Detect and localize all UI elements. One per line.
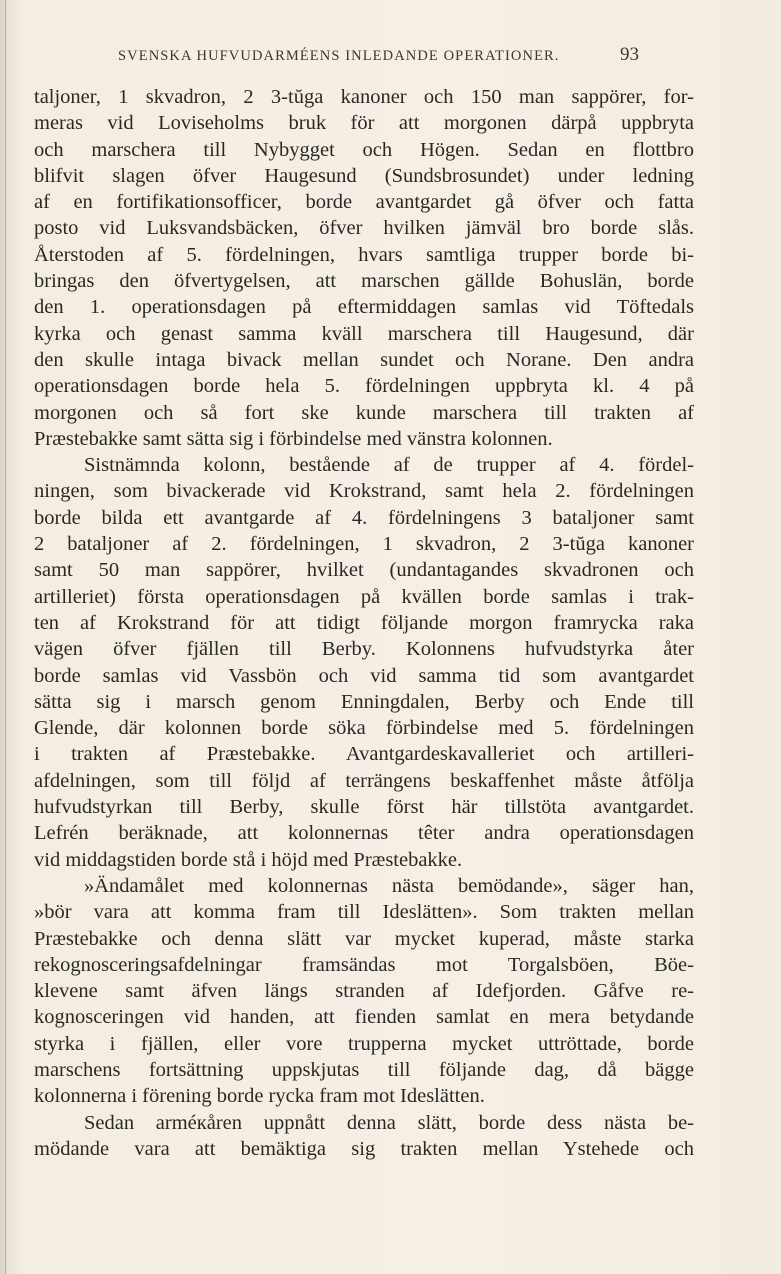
page-number: 93 [620, 44, 639, 65]
running-title: SVENSKA HUFVUDARMÉENS INLEDANDE OPERATIONER. [118, 48, 560, 64]
text-line: morgonen och så fort ske kunde marschera till trakten af [34, 401, 694, 424]
text-line: Sistnämnda kolonn, bestående af de trupper af 4. fördel- [84, 454, 694, 477]
text-line: kyrka och genast samma kväll marschera till Haugesund, där [34, 322, 694, 345]
text-line: i trakten af Præstebakke. Avantgardeskavalleriet och artilleri- [34, 743, 694, 766]
text-line: Glende, där kolonnen borde söka förbindelse med 5. fördelningen [34, 717, 694, 740]
text-line: sätta sig i marsch genom Enningdalen, Berby och Ende till [34, 690, 694, 713]
text-line: rekognosceringsafdelningar framsändas mot Torgalsböen, Böe- [34, 953, 694, 976]
text-line: mödande vara att bemäktiga sig trakten mellan Ystehede och [34, 1137, 694, 1160]
text-line: operationsdagen borde hela 5. fördelningen uppbryta kl. 4 på [34, 375, 694, 398]
text-line: meras vid Loviseholms bruk för att morgonen därpå uppbryta [34, 112, 694, 135]
text-line: kolonnerna i förening borde rycka fram mot Ideslätten. [34, 1085, 485, 1108]
text-line: posto vid Luksvandsbäcken, öfver hvilken jämväl bro borde slås. [34, 217, 694, 240]
text-line: af en fortifikationsofficer, borde avantgardet gå öfver och fatta [34, 191, 694, 214]
text-line: »Ändamålet med kolonnernas nästa bemödande», säger han, [84, 874, 694, 897]
text-line: kognosceringen vid handen, att fienden samlat en mera betydande [34, 1006, 694, 1029]
text-line: borde samlas vid Vassbön och vid samma tid som avantgardet [34, 664, 694, 687]
text-line: vid middagstiden borde stå i höjd med Præstebakke. [34, 848, 463, 871]
text-line: Återstoden af 5. fördelningen, hvars samtliga trupper borde bi- [34, 243, 694, 266]
text-line: artilleriet) första operationsdagen på kvällen borde samlas i trak- [34, 585, 694, 608]
text-line: borde bilda ett avantgarde af 4. fördelningens 3 bataljoner samt [34, 506, 694, 529]
text-line: den 1. operationsdagen på eftermiddagen samlas vid Töftedals [34, 296, 694, 319]
text-line: styrka i fjällen, eller vore trupperna mycket uttröttade, borde [34, 1032, 694, 1055]
text-line: marschens fortsättning uppskjutas till följande dag, då bägge [34, 1058, 694, 1081]
page-header [0, 44, 781, 70]
text-line: afdelningen, som till följd af terrängens beskaffenhet måste åtfölja [34, 769, 694, 792]
text-line: blifvit slagen öfver Haugesund (Sundsbrosundet) under ledning [34, 164, 694, 187]
text-line: hufvudstyrkan till Berby, skulle först här tillstöta avantgardet. [34, 796, 694, 819]
text-line: Præstebakke och denna slätt var mycket kuperad, måste starka [34, 927, 694, 950]
text-line: Præstebakke samt sätta sig i förbindelse med vänstra kolonnen. [34, 427, 553, 450]
text-line: klevene samt äfven längs stranden af Idefjorden. Gåfve re- [34, 980, 694, 1003]
text-line: vägen öfver fjällen till Berby. Kolonnens hufvudstyrka åter [34, 638, 694, 661]
text-line: och marschera till Nybygget och Högen. Sedan en flottbro [34, 138, 694, 161]
text-line: Sedan arméкåren uppnått denna slätt, borde dess nästa be- [84, 1111, 694, 1134]
text-line: 2 bataljoner af 2. fördelningen, 1 skvadron, 2 3-tŭga kanoner [34, 533, 694, 556]
body-text [34, 84, 694, 1162]
text-line: Lefrén beräknade, att kolonnernas têter andra operationsdagen [34, 822, 694, 845]
binding-edge [5, 0, 6, 1274]
text-line: ningen, som bivackerade vid Krokstrand, samt hela 2. fördelningen [34, 480, 694, 503]
text-line: den skulle intaga bivack mellan sundet och Norane. Den andra [34, 348, 694, 371]
text-line: ten af Krokstrand för att tidigt följande morgon framrycka raka [34, 611, 694, 634]
text-line: »bör vara att komma fram till Ideslätten». Som trakten mellan [34, 901, 694, 924]
text-line: bringas den öfvertygelsen, att marschen gällde Bohuslän, borde [34, 270, 694, 293]
text-line: taljoner, 1 skvadron, 2 3-tŭga kanoner och 150 man sappörer, for- [34, 86, 694, 108]
text-line: samt 50 man sappörer, hvilket (undantagandes skvadronen och [34, 559, 694, 582]
